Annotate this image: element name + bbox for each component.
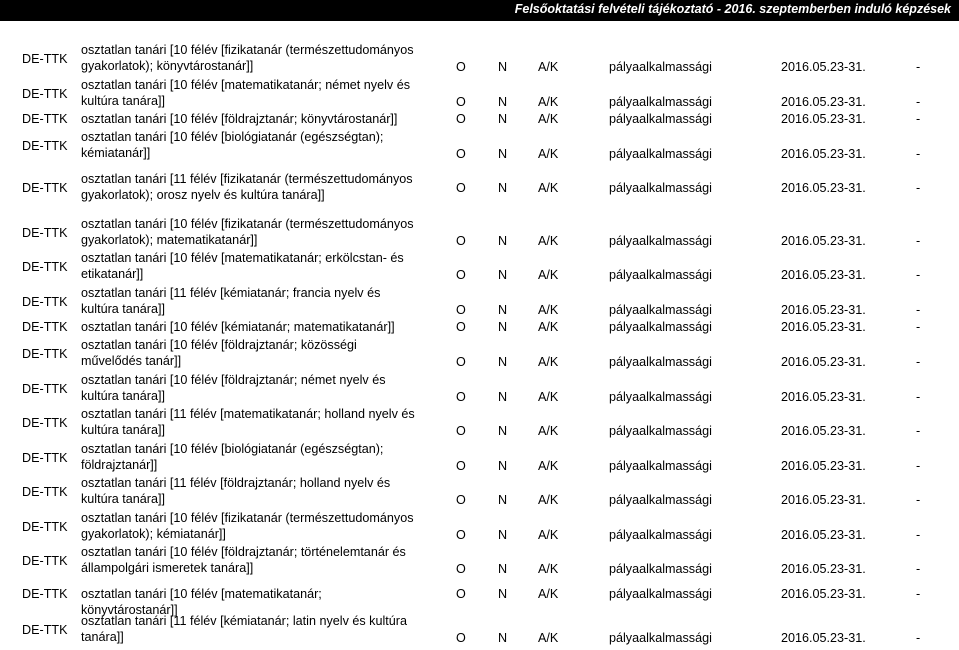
institution-code: DE-TTK bbox=[22, 347, 68, 361]
institution-code: DE-TTK bbox=[22, 320, 68, 334]
type-o: O bbox=[456, 112, 466, 126]
table-row bbox=[0, 285, 959, 319]
type-n: N bbox=[498, 303, 508, 317]
exam-date: 2016.05.23-31. bbox=[781, 459, 866, 473]
mode-ak: A/K bbox=[538, 320, 559, 334]
note: - bbox=[916, 147, 921, 161]
note: - bbox=[916, 95, 921, 109]
note: - bbox=[916, 60, 921, 74]
exam-date: 2016.05.23-31. bbox=[781, 268, 866, 282]
institution-code: DE-TTK bbox=[22, 416, 68, 430]
note: - bbox=[916, 631, 921, 645]
exam-type: pályaalkalmassági bbox=[609, 320, 712, 334]
program-name: osztatlan tanári [10 félév [fizikatanár (természettudományos gyakorlatok); matematikatanár]] bbox=[81, 217, 414, 247]
institution-code: DE-TTK bbox=[22, 226, 68, 240]
institution-code: DE-TTK bbox=[22, 451, 68, 465]
note: - bbox=[916, 528, 921, 542]
type-n: N bbox=[498, 268, 508, 282]
table-row bbox=[0, 319, 959, 337]
mode-ak: A/K bbox=[538, 112, 559, 126]
type-n: N bbox=[498, 390, 508, 404]
type-n: N bbox=[498, 355, 508, 369]
program-name: osztatlan tanári [10 félév [biológiatanár (egészségtan); földrajztanár]] bbox=[81, 442, 384, 472]
mode-ak: A/K bbox=[538, 459, 559, 473]
type-n: N bbox=[498, 112, 508, 126]
type-o: O bbox=[456, 493, 466, 507]
institution-code: DE-TTK bbox=[22, 520, 68, 534]
type-n: N bbox=[498, 95, 508, 109]
table-row bbox=[0, 544, 959, 578]
type-n: N bbox=[498, 181, 508, 195]
header-bar bbox=[0, 0, 959, 21]
exam-type: pályaalkalmassági bbox=[609, 390, 712, 404]
program-name: osztatlan tanári [10 félév [fizikatanár (természettudományos gyakorlatok); kémiatanár]] bbox=[81, 511, 414, 541]
exam-date: 2016.05.23-31. bbox=[781, 181, 866, 195]
type-n: N bbox=[498, 562, 508, 576]
program-name: osztatlan tanári [10 félév [fizikatanár (természettudományos gyakorlatok); könyvtárostanár]] bbox=[81, 43, 414, 73]
note: - bbox=[916, 268, 921, 282]
institution-code: DE-TTK bbox=[22, 139, 68, 153]
exam-date: 2016.05.23-31. bbox=[781, 390, 866, 404]
type-o: O bbox=[456, 320, 466, 334]
program-name: osztatlan tanári [10 félév [földrajztanár; közösségi művelődés tanár]] bbox=[81, 338, 357, 368]
program-name: osztatlan tanári [11 félév [kémiatanár; francia nyelv és kultúra tanára]] bbox=[81, 286, 381, 316]
type-o: O bbox=[456, 234, 466, 248]
exam-date: 2016.05.23-31. bbox=[781, 320, 866, 334]
exam-type: pályaalkalmassági bbox=[609, 528, 712, 542]
exam-type: pályaalkalmassági bbox=[609, 181, 712, 195]
note: - bbox=[916, 303, 921, 317]
type-o: O bbox=[456, 147, 466, 161]
table-row bbox=[0, 42, 959, 76]
program-name: osztatlan tanári [10 félév [biológiatanár (egészségtan); kémiatanár]] bbox=[81, 130, 384, 160]
mode-ak: A/K bbox=[538, 562, 559, 576]
exam-type: pályaalkalmassági bbox=[609, 303, 712, 317]
table-row bbox=[0, 441, 959, 475]
exam-date: 2016.05.23-31. bbox=[781, 147, 866, 161]
type-o: O bbox=[456, 181, 466, 195]
type-n: N bbox=[498, 459, 508, 473]
exam-date: 2016.05.23-31. bbox=[781, 528, 866, 542]
exam-type: pályaalkalmassági bbox=[609, 234, 712, 248]
type-o: O bbox=[456, 631, 466, 645]
type-n: N bbox=[498, 631, 508, 645]
type-o: O bbox=[456, 424, 466, 438]
type-o: O bbox=[456, 303, 466, 317]
note: - bbox=[916, 320, 921, 334]
institution-code: DE-TTK bbox=[22, 587, 68, 601]
type-n: N bbox=[498, 587, 508, 601]
mode-ak: A/K bbox=[538, 303, 559, 317]
header-title: Felsőoktatási felvételi tájékoztató - 2016. szeptemberben induló képzések bbox=[514, 2, 951, 16]
program-name: osztatlan tanári [10 félév [földrajztanár; történelemtanár és állampolgári ismeretek tanára]] bbox=[81, 545, 406, 575]
institution-code: DE-TTK bbox=[22, 181, 68, 195]
mode-ak: A/K bbox=[538, 268, 559, 282]
exam-type: pályaalkalmassági bbox=[609, 459, 712, 473]
table-row bbox=[0, 475, 959, 509]
mode-ak: A/K bbox=[538, 60, 559, 74]
institution-code: DE-TTK bbox=[22, 485, 68, 499]
institution-code: DE-TTK bbox=[22, 382, 68, 396]
type-o: O bbox=[456, 355, 466, 369]
type-o: O bbox=[456, 95, 466, 109]
exam-date: 2016.05.23-31. bbox=[781, 355, 866, 369]
institution-code: DE-TTK bbox=[22, 623, 68, 637]
exam-type: pályaalkalmassági bbox=[609, 60, 712, 74]
exam-date: 2016.05.23-31. bbox=[781, 95, 866, 109]
exam-date: 2016.05.23-31. bbox=[781, 587, 866, 601]
mode-ak: A/K bbox=[538, 181, 559, 195]
institution-code: DE-TTK bbox=[22, 52, 68, 66]
table-row bbox=[0, 216, 959, 250]
type-o: O bbox=[456, 390, 466, 404]
program-name: osztatlan tanári [10 félév [kémiatanár; matematikatanár]] bbox=[81, 320, 395, 334]
exam-type: pályaalkalmassági bbox=[609, 587, 712, 601]
exam-type: pályaalkalmassági bbox=[609, 355, 712, 369]
table-row bbox=[0, 372, 959, 406]
table-row bbox=[0, 111, 959, 129]
institution-code: DE-TTK bbox=[22, 554, 68, 568]
exam-date: 2016.05.23-31. bbox=[781, 631, 866, 645]
table-row bbox=[0, 510, 959, 544]
program-name: osztatlan tanári [11 félév [fizikatanár (természettudományos gyakorlatok); orosz nyelv és kultúra tanára]] bbox=[81, 172, 413, 202]
program-name: osztatlan tanári [10 félév [matematikatanár; könyvtárostanár]] bbox=[81, 587, 322, 617]
type-n: N bbox=[498, 147, 508, 161]
table-row bbox=[0, 613, 959, 647]
mode-ak: A/K bbox=[538, 587, 559, 601]
note: - bbox=[916, 181, 921, 195]
type-o: O bbox=[456, 60, 466, 74]
note: - bbox=[916, 493, 921, 507]
table-row bbox=[0, 586, 959, 617]
note: - bbox=[916, 355, 921, 369]
table-row bbox=[0, 337, 959, 371]
exam-type: pályaalkalmassági bbox=[609, 493, 712, 507]
exam-date: 2016.05.23-31. bbox=[781, 234, 866, 248]
note: - bbox=[916, 234, 921, 248]
institution-code: DE-TTK bbox=[22, 260, 68, 274]
type-o: O bbox=[456, 587, 466, 601]
program-name: osztatlan tanári [10 félév [földrajztanár; könyvtárostanár]] bbox=[81, 112, 398, 126]
type-n: N bbox=[498, 60, 508, 74]
program-name: osztatlan tanári [10 félév [matematikatanár; német nyelv és kultúra tanára]] bbox=[81, 78, 411, 108]
mode-ak: A/K bbox=[538, 95, 559, 109]
exam-type: pályaalkalmassági bbox=[609, 95, 712, 109]
table-row bbox=[0, 129, 959, 163]
institution-code: DE-TTK bbox=[22, 87, 68, 101]
program-name: osztatlan tanári [11 félév [matematikatanár; holland nyelv és kultúra tanára]] bbox=[81, 407, 415, 437]
exam-date: 2016.05.23-31. bbox=[781, 112, 866, 126]
program-name: osztatlan tanári [11 félév [kémiatanár; latin nyelv és kultúra tanára]] bbox=[81, 614, 407, 644]
note: - bbox=[916, 459, 921, 473]
mode-ak: A/K bbox=[538, 390, 559, 404]
note: - bbox=[916, 424, 921, 438]
exam-date: 2016.05.23-31. bbox=[781, 60, 866, 74]
type-o: O bbox=[456, 562, 466, 576]
table-row bbox=[0, 77, 959, 111]
exam-date: 2016.05.23-31. bbox=[781, 303, 866, 317]
type-n: N bbox=[498, 424, 508, 438]
note: - bbox=[916, 390, 921, 404]
type-o: O bbox=[456, 528, 466, 542]
program-name: osztatlan tanári [10 félév [matematikatanár; erkölcstan- és etikatanár]] bbox=[81, 251, 404, 281]
program-name: osztatlan tanári [11 félév [földrajztanár; holland nyelv és kultúra tanára]] bbox=[81, 476, 391, 506]
type-n: N bbox=[498, 234, 508, 248]
institution-code: DE-TTK bbox=[22, 295, 68, 309]
table-row bbox=[0, 406, 959, 440]
mode-ak: A/K bbox=[538, 355, 559, 369]
note: - bbox=[916, 587, 921, 601]
institution-code: DE-TTK bbox=[22, 112, 68, 126]
type-n: N bbox=[498, 320, 508, 334]
exam-type: pályaalkalmassági bbox=[609, 631, 712, 645]
exam-type: pályaalkalmassági bbox=[609, 424, 712, 438]
type-n: N bbox=[498, 528, 508, 542]
mode-ak: A/K bbox=[538, 528, 559, 542]
exam-type: pályaalkalmassági bbox=[609, 147, 712, 161]
mode-ak: A/K bbox=[538, 493, 559, 507]
table-row bbox=[0, 171, 959, 205]
exam-date: 2016.05.23-31. bbox=[781, 493, 866, 507]
exam-date: 2016.05.23-31. bbox=[781, 562, 866, 576]
exam-type: pályaalkalmassági bbox=[609, 112, 712, 126]
note: - bbox=[916, 562, 921, 576]
note: - bbox=[916, 112, 921, 126]
mode-ak: A/K bbox=[538, 424, 559, 438]
exam-type: pályaalkalmassági bbox=[609, 562, 712, 576]
table-row bbox=[0, 250, 959, 284]
mode-ak: A/K bbox=[538, 631, 559, 645]
program-name: osztatlan tanári [10 félév [földrajztanár; német nyelv és kultúra tanára]] bbox=[81, 373, 386, 403]
mode-ak: A/K bbox=[538, 147, 559, 161]
mode-ak: A/K bbox=[538, 234, 559, 248]
type-o: O bbox=[456, 459, 466, 473]
exam-type: pályaalkalmassági bbox=[609, 268, 712, 282]
type-o: O bbox=[456, 268, 466, 282]
type-n: N bbox=[498, 493, 508, 507]
exam-date: 2016.05.23-31. bbox=[781, 424, 866, 438]
